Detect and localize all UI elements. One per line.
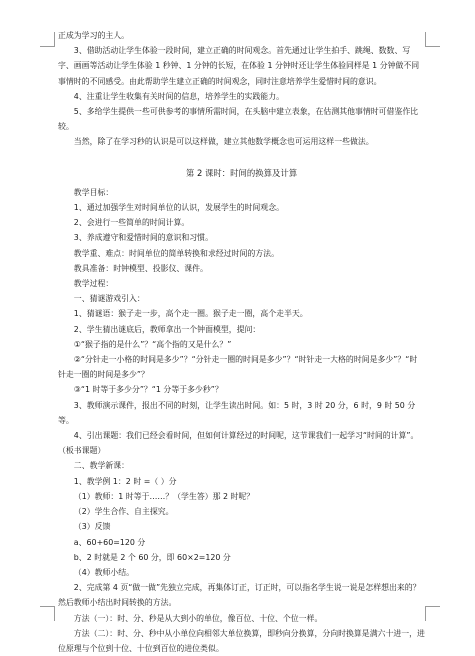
paragraph: 5、多给学生提供一些可供参考的事情所需时间，在头脑中建立表象，在估测其他事情时可借鉴作比较。 [58, 107, 419, 132]
paragraph: 4、引出课题：我们已经会看时间，但如何计算经过的时间呢，这节课我们一起学习“时间的计算”。（板书课题） [58, 431, 419, 456]
page-corner-mark-top-right [425, 32, 440, 47]
paragraph: 1、通过加强学生对时间单位的认识，发展学生的时间观念。 [73, 203, 284, 213]
paragraph: （4）教师小结。 [73, 567, 135, 577]
paragraph: 教学目标： [73, 187, 114, 197]
paragraph: 2、会进行一些简单的时间计算。 [73, 218, 190, 228]
paragraph: 方法（一）：时、分、秒是从大到小的单位，像百位、十位、个位一样。 [73, 613, 323, 623]
paragraph: 当然，除了在学习秒的认识是可以这样做，建立其他数学概念也可运用这样一些做法。 [73, 137, 374, 147]
paragraph: ①“猴子指的是什么”？“高个指的又是什么？” [73, 339, 232, 349]
paragraph: a、60+60=120 分 [73, 537, 146, 547]
lesson-title: 第 2 课时：时间的换算及计算 [185, 167, 298, 178]
paragraph: ③“1 时等于多少分”？“1 分等于多少秒”？ [73, 385, 223, 395]
paragraph: （2）学生合作、自主探究。 [73, 507, 174, 517]
page-corner-mark-bottom-right [425, 606, 440, 621]
paragraph: 2、学生猜出谜底后，教师拿出一个钟面模型，提问： [73, 324, 261, 334]
paragraph: 教具准备：时钟模型、投影仪、课件。 [73, 263, 208, 273]
paragraph: 方法（二）：时、分、秒中从小单位向相邻大单位换算，即秒向分换算，分向时换算是满六十进一，进位原理与个位到十位、十位到百位的进位类似。 [58, 628, 425, 653]
paragraph: 3、教师演示课件，报出不同的时刻，让学生读出时间。如：5 时，3 时 20 分，6 时，9 时 50 分等。 [58, 400, 416, 425]
paragraph: 1、猜谜语：猴子走一步，高个走一圈。猴子走一圈，高个走半天。 [73, 309, 308, 319]
paragraph: 2、完成第 4 页“做一做”先独立完成，再集体订正，订正时，可以指名学生说一说是怎样想出来的？然后教师小结出时间转换的方法。 [58, 583, 421, 608]
paragraph: 3、借助活动让学生体验一段时间，建立正确的时间观念。首先通过让学生拍手、跳绳、数数、写字、画画等活动让学生体验 1 秒钟、1 分钟的长短，在体验 1 分钟时还让学生体验同样是 1 分钟做不同事情时的不同感受。由此帮助学生建立正确的时间观念，同时注意培养学生爱惜时间的意识。 [58, 46, 420, 86]
paragraph: 1、教学例 1：2 时 =（ ）分 [73, 476, 177, 486]
paragraph: 正成为学习的主人。 [58, 31, 130, 40]
paragraph: 教学过程： [73, 279, 114, 289]
paragraph: 教学重、难点：时间单位的简单转换和求经过时间的方法。 [73, 248, 279, 258]
paragraph: （1）教师：1 时等于……？（学生答）那 2 时呢？ [73, 491, 255, 501]
paragraph: 一、猜谜游戏引入： [73, 294, 145, 304]
paragraph: b、2 时就是 2 个 60 分，即 60×2=120 分 [73, 552, 231, 562]
paragraph: 4、注重让学生收集有关时间的信息，培养学生的实践能力。 [73, 91, 284, 101]
paragraph: 3、养成遵守和爱惜时间的意识和习惯。 [73, 233, 213, 243]
paragraph: ②“分针走一小格的时间是多少”？“分针走一圈的时间是多少”？“时针走一大格的时间是多少”？“时针走一圈的时间是多少”？ [58, 355, 418, 380]
page-corner-mark-top-left [40, 32, 55, 47]
paragraph: 二、教学新课： [73, 461, 130, 471]
paragraph: （3）反馈 [73, 522, 111, 532]
page-corner-mark-bottom-left [40, 606, 55, 621]
